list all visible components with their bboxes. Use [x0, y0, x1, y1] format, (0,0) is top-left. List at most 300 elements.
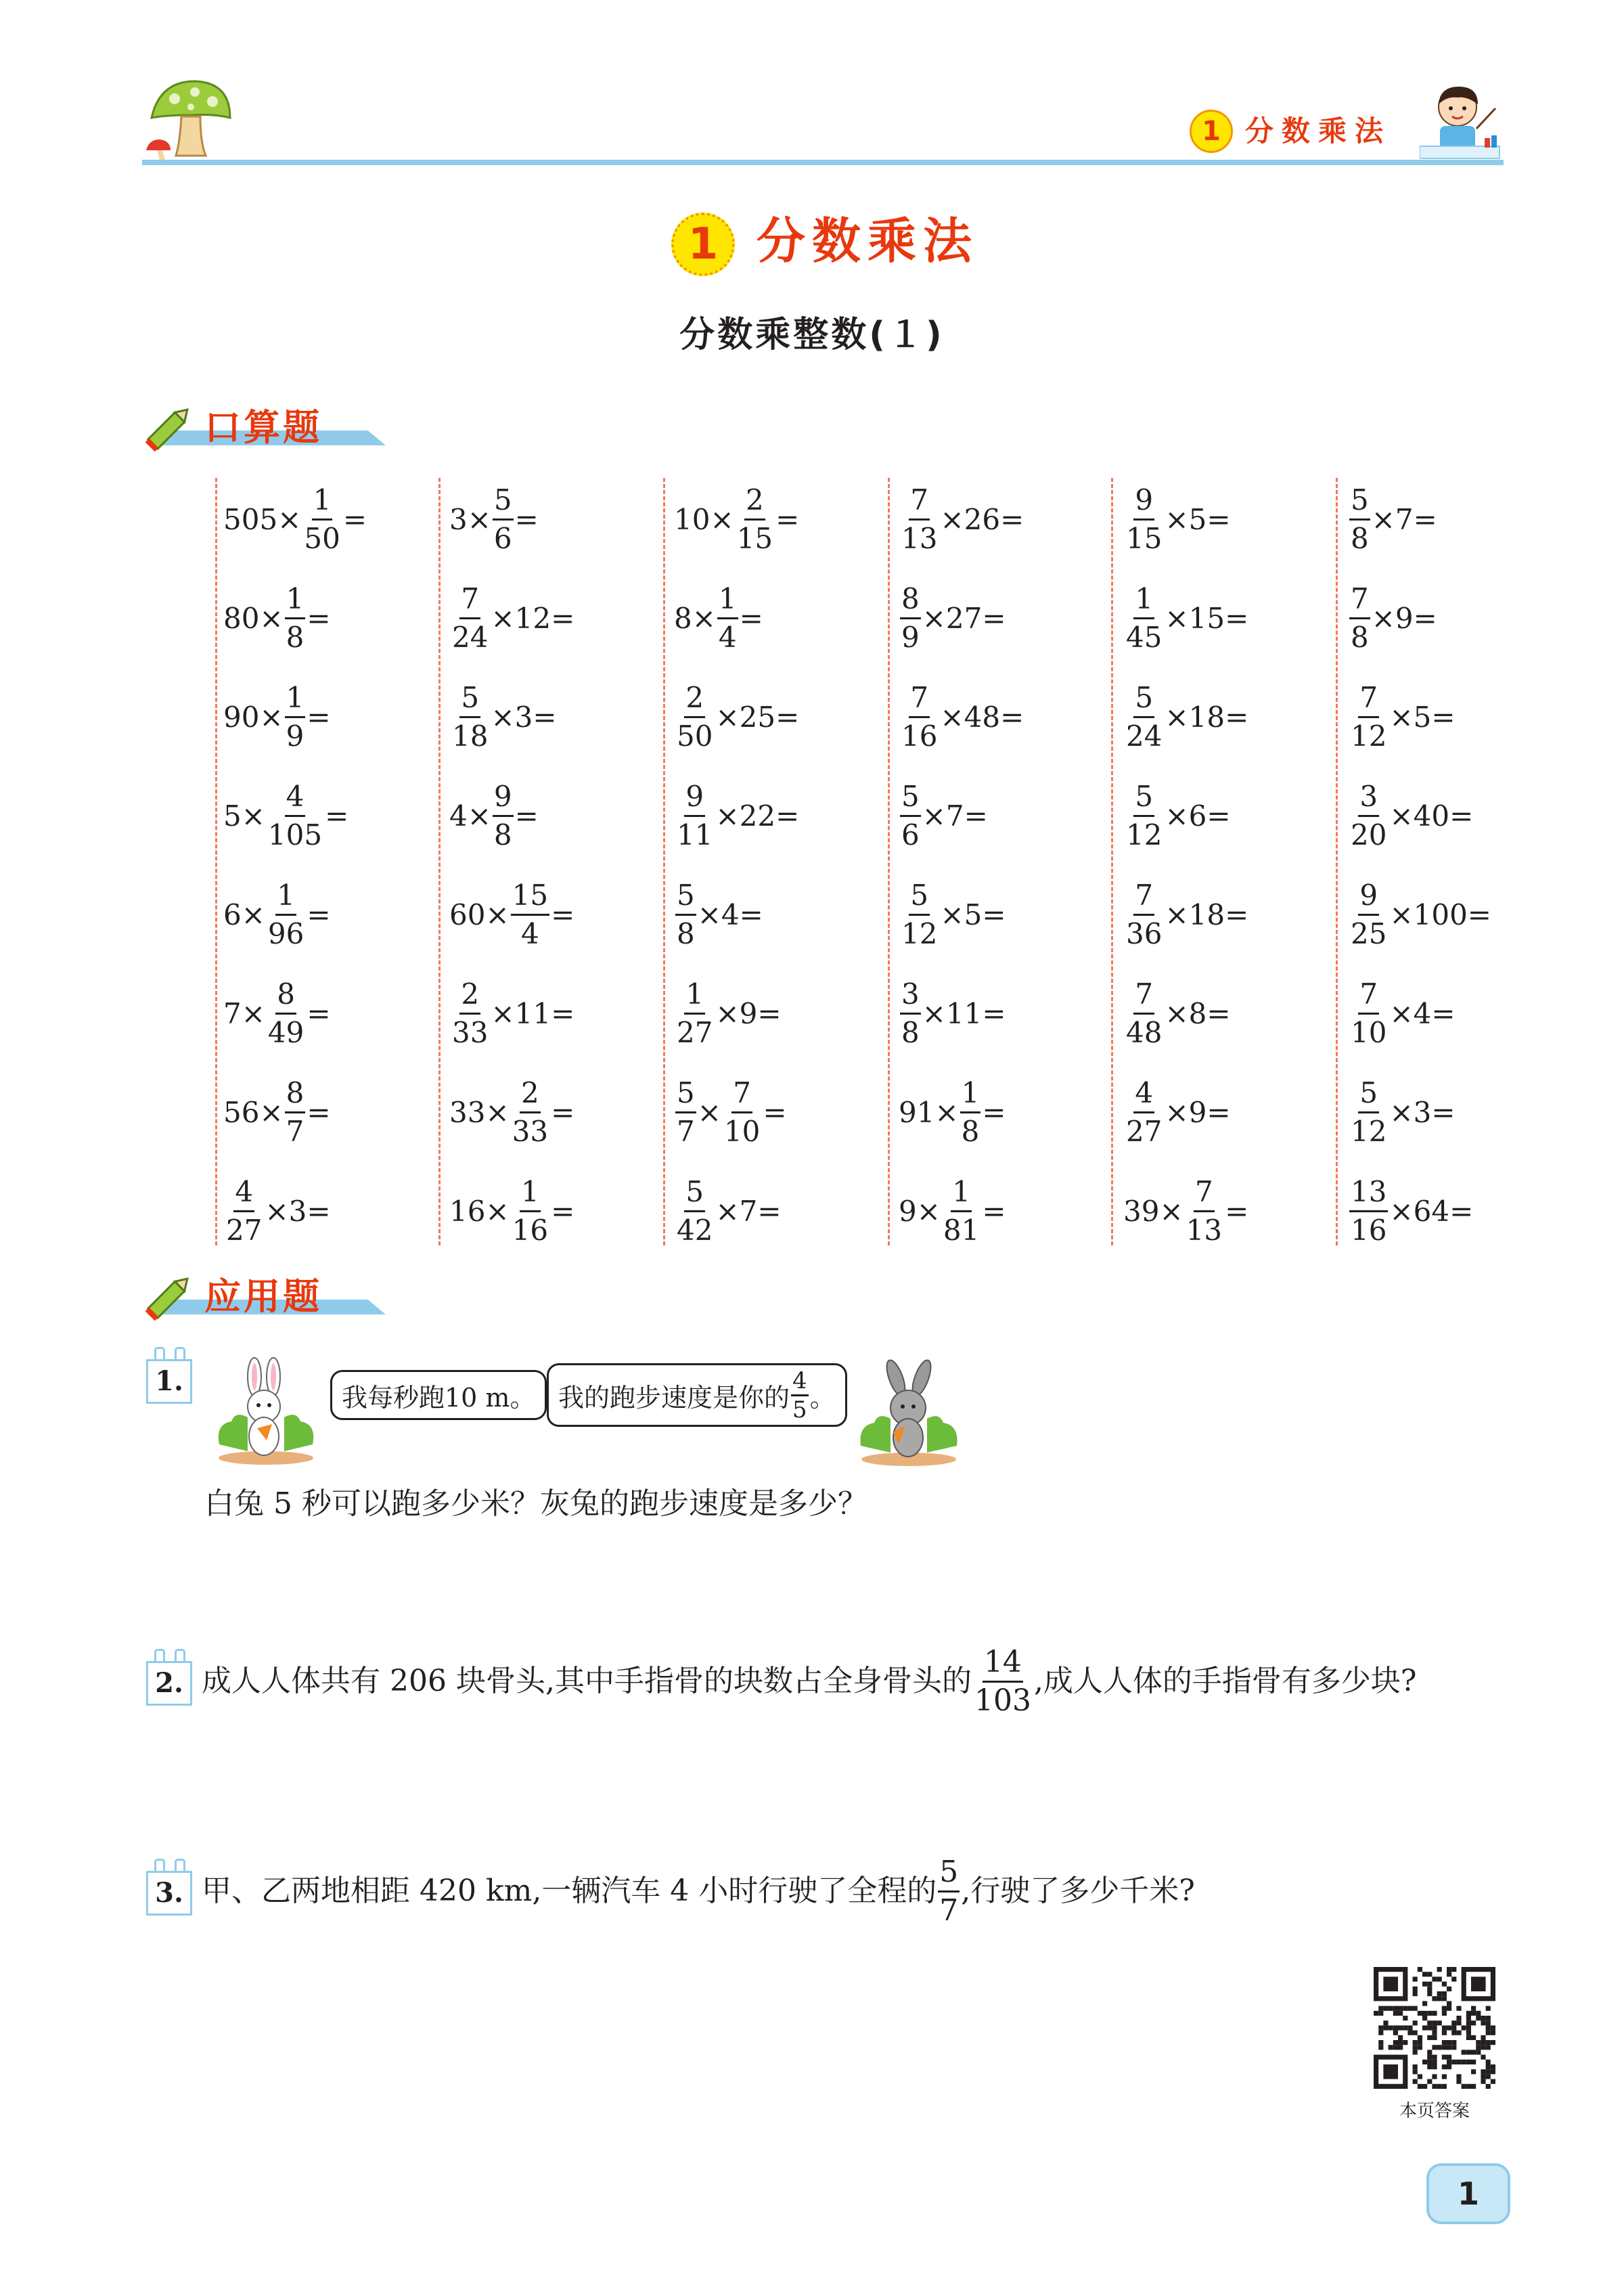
expr-suffix: ×7= — [922, 799, 988, 833]
expr-suffix: ×4= — [1389, 996, 1456, 1030]
expr-prefix: 8× — [674, 601, 716, 635]
denominator: 8 — [961, 1114, 980, 1148]
fraction — [717, 581, 738, 656]
denominator: 15 — [1126, 521, 1163, 555]
numerator: 14 — [983, 1644, 1023, 1683]
expr-suffix: ×48= — [940, 700, 1024, 734]
numerator: 1 — [285, 581, 306, 619]
fraction — [1125, 877, 1163, 952]
fraction — [1125, 976, 1163, 1051]
fraction — [267, 778, 323, 854]
oral-expression — [449, 778, 539, 854]
numerator: 2 — [744, 482, 765, 521]
gray-rabbit-speech-text: 我的跑步速度是你的 — [558, 1382, 790, 1413]
oral-expression — [223, 680, 331, 755]
boy-teacher-icon — [1420, 81, 1501, 161]
column-divider — [1111, 478, 1113, 1245]
oral-problem — [223, 964, 331, 1063]
fraction — [1349, 680, 1388, 755]
oral-expression — [899, 778, 988, 854]
expr-suffix: ×7= — [715, 1194, 782, 1228]
fraction — [723, 1075, 761, 1150]
fraction — [1125, 581, 1163, 656]
numerator: 4 — [285, 778, 306, 817]
question-3-text-end: ,行驶了多少千米? — [961, 1874, 1195, 1908]
oral-expression — [1123, 482, 1231, 557]
denominator: 7 — [677, 1114, 695, 1148]
oral-problem — [449, 766, 539, 865]
oral-problem — [899, 1161, 1006, 1260]
expr-suffix: ×18= — [1165, 898, 1249, 931]
oral-problem — [899, 1063, 1006, 1161]
numerator: 8 — [275, 976, 296, 1015]
qr-code-icon[interactable] — [1374, 1967, 1495, 2089]
numerator: 1 — [717, 581, 738, 619]
oral-problem — [223, 470, 367, 569]
expr-suffix: ×40= — [1389, 799, 1474, 833]
denominator: 8 — [493, 818, 512, 851]
oral-expression — [223, 1174, 331, 1249]
numerator: 5 — [493, 482, 514, 521]
denominator: 33 — [512, 1114, 549, 1148]
expr-suffix: = — [342, 502, 367, 536]
numerator: 1 — [285, 680, 306, 718]
fraction — [225, 1174, 263, 1249]
denominator: 12 — [1126, 818, 1163, 851]
oral-problem — [449, 1063, 574, 1161]
fraction — [1349, 778, 1388, 854]
fraction — [493, 778, 514, 854]
gray-rabbit-icon — [858, 1355, 960, 1466]
oral-expression — [1123, 680, 1248, 755]
oral-problem — [449, 569, 574, 667]
expr-prefix: 505× — [223, 502, 302, 536]
expr-suffix: = — [982, 1095, 1006, 1129]
numerator: 1 — [312, 482, 333, 521]
denominator: 9 — [286, 719, 304, 753]
oral-expression — [449, 482, 539, 557]
expr-suffix: ×22= — [715, 799, 800, 833]
fraction — [511, 1075, 549, 1150]
qr-code-label: 本页答案 — [1399, 2101, 1470, 2121]
fraction — [285, 680, 306, 755]
oral-expression — [1123, 778, 1231, 854]
expr-suffix: = — [307, 601, 331, 635]
denominator: 18 — [452, 719, 489, 753]
denominator: 16 — [1351, 1213, 1387, 1247]
numerator: 2 — [459, 976, 480, 1015]
expr-suffix: ×9= — [715, 996, 782, 1030]
expr-suffix: = — [551, 898, 575, 931]
numerator: 4 — [1133, 1075, 1154, 1113]
expr-prefix: 5× — [223, 799, 265, 833]
denominator: 8 — [901, 1015, 920, 1049]
expr-suffix: ×27= — [922, 601, 1006, 635]
expr-suffix: ×5= — [1165, 502, 1231, 536]
question-1-number: 1. — [146, 1359, 192, 1404]
oral-problem — [1348, 1161, 1473, 1260]
numerator: 8 — [285, 1075, 306, 1113]
expr-prefix: 39× — [1123, 1194, 1183, 1228]
oral-expression — [1348, 877, 1491, 952]
expr-suffix: = — [307, 1095, 331, 1129]
question-3-number: 3. — [146, 1871, 192, 1916]
column-divider — [888, 478, 890, 1245]
denominator: 36 — [1126, 916, 1163, 950]
oral-expression — [1348, 1174, 1473, 1249]
fraction — [960, 1075, 981, 1150]
fraction — [267, 976, 305, 1051]
numerator: 5 — [938, 1854, 960, 1893]
fraction — [675, 1174, 714, 1249]
gray-rabbit-speech-bubble — [547, 1363, 847, 1427]
oral-problem — [223, 569, 331, 667]
mushroom-icon — [146, 74, 234, 162]
numerator: 8 — [900, 581, 921, 619]
numerator: 5 — [900, 778, 921, 817]
denominator: 10 — [723, 1114, 761, 1148]
fraction — [938, 1854, 960, 1929]
expr-prefix: 60× — [449, 898, 510, 931]
oral-problem — [1348, 766, 1473, 865]
expr-suffix: ×3= — [491, 700, 557, 734]
expr-suffix: ×18= — [1165, 700, 1249, 734]
oral-expression — [1348, 778, 1473, 854]
denominator: 105 — [267, 818, 323, 851]
oral-section-label: 口算题 — [204, 406, 322, 449]
oral-problem — [449, 1161, 574, 1260]
fraction — [675, 877, 696, 952]
oral-problem — [1348, 569, 1437, 667]
numerator: 5 — [909, 877, 930, 916]
expr-suffix: = — [307, 898, 331, 931]
expr-suffix: ×9= — [1371, 601, 1437, 635]
fraction — [675, 680, 714, 755]
oral-expression — [223, 1075, 331, 1150]
oral-expression — [1348, 581, 1437, 656]
denominator: 12 — [1351, 1114, 1387, 1148]
column-divider — [438, 478, 441, 1245]
oral-problem — [223, 865, 331, 964]
app-section-banner — [142, 1270, 392, 1324]
denominator: 27 — [226, 1213, 263, 1247]
numerator: 5 — [684, 1174, 705, 1212]
numerator: 7 — [1349, 581, 1370, 619]
denominator: 50 — [677, 719, 713, 753]
expr-suffix: ×7= — [1371, 502, 1437, 536]
fraction — [1349, 877, 1388, 952]
expr-suffix: = — [763, 1095, 787, 1129]
expr-prefix: 91× — [899, 1095, 959, 1129]
oral-expression — [1123, 1075, 1231, 1150]
expr-operator: × — [697, 1095, 721, 1129]
oral-expression — [449, 680, 557, 755]
chapter-number-badge: 1 — [1190, 110, 1233, 153]
denominator: 4 — [521, 916, 539, 950]
oral-problem — [674, 667, 799, 766]
fraction — [1349, 482, 1370, 557]
oral-expression — [899, 1075, 1006, 1150]
fraction — [267, 877, 305, 952]
oral-expression — [1123, 1174, 1248, 1249]
expr-prefix: 7× — [223, 996, 265, 1030]
expr-prefix: 33× — [449, 1095, 510, 1129]
oral-problem — [674, 569, 763, 667]
numerator: 3 — [900, 976, 921, 1015]
oral-expression — [223, 778, 348, 854]
fraction — [1349, 581, 1370, 656]
oral-expression — [674, 581, 763, 656]
oral-expression — [1123, 877, 1248, 952]
column-divider — [663, 478, 665, 1245]
denominator: 8 — [1351, 620, 1369, 654]
fraction — [900, 680, 939, 755]
oral-expression — [899, 482, 1024, 557]
denominator: 12 — [1351, 719, 1387, 753]
expr-suffix: ×9= — [1165, 1095, 1231, 1129]
oral-problem — [1123, 470, 1231, 569]
expr-suffix: ×15= — [1165, 601, 1249, 635]
fraction — [1349, 976, 1388, 1051]
denominator: 81 — [943, 1213, 980, 1247]
expr-prefix: 10× — [674, 502, 734, 536]
page-title: 分数乘法 — [757, 213, 979, 269]
oral-problem — [449, 667, 557, 766]
numerator: 7 — [1358, 976, 1379, 1015]
numerator: 5 — [675, 1075, 696, 1113]
oral-expression — [674, 482, 799, 557]
fraction — [900, 877, 939, 952]
oral-problem — [1123, 766, 1231, 865]
fraction — [1185, 1174, 1223, 1249]
denominator: 27 — [677, 1015, 713, 1049]
oral-expression — [674, 976, 782, 1051]
expr-suffix: = — [739, 601, 763, 635]
oral-problem — [1348, 667, 1456, 766]
expr-suffix: = — [307, 996, 331, 1030]
question-3-text-start: 甲、乙两地相距 420 km,一辆汽车 4 小时行驶了全程的 — [202, 1874, 937, 1908]
fraction — [675, 976, 714, 1051]
expr-prefix: 4× — [449, 799, 491, 833]
oral-expression — [449, 976, 574, 1051]
oral-expression — [1348, 680, 1456, 755]
expr-suffix: ×11= — [491, 996, 575, 1030]
question-2-text-start: 成人人体共有 206 块骨头,其中手指骨的块数占全身骨头的 — [202, 1664, 972, 1698]
oral-expression — [1123, 976, 1231, 1051]
numerator: 9 — [493, 778, 514, 817]
oral-problem — [1348, 470, 1437, 569]
denominator: 6 — [493, 521, 512, 555]
numerator: 9 — [1358, 877, 1379, 916]
white-rabbit-speech-bubble — [330, 1370, 547, 1420]
numerator: 1 — [520, 1174, 541, 1212]
numerator: 1 — [275, 877, 296, 916]
fraction — [285, 581, 306, 656]
oral-expression — [449, 581, 574, 656]
denominator: 8 — [1351, 521, 1369, 555]
oral-problem — [1123, 865, 1248, 964]
oral-expression — [899, 1174, 1006, 1249]
fraction — [451, 976, 489, 1051]
oral-problem — [674, 470, 799, 569]
expr-suffix: = — [514, 799, 539, 833]
oral-expression — [223, 482, 367, 557]
fraction — [791, 1367, 809, 1423]
expr-prefix: 90× — [223, 700, 284, 734]
expr-suffix: = — [551, 1194, 575, 1228]
denominator: 8 — [677, 916, 695, 950]
denominator: 20 — [1351, 818, 1387, 851]
chapter-header-title: 分数乘法 — [1245, 114, 1392, 148]
oral-expression — [674, 1075, 787, 1150]
numerator: 4 — [233, 1174, 254, 1212]
oral-expression — [223, 877, 331, 952]
denominator: 12 — [901, 916, 938, 950]
denominator: 24 — [452, 620, 489, 654]
fraction — [493, 482, 514, 557]
denominator: 49 — [267, 1015, 304, 1049]
oral-problem — [1348, 1063, 1456, 1161]
oral-problem — [1123, 1063, 1231, 1161]
page-subtitle: 分数乘整数(１) — [679, 315, 945, 355]
denominator: 10 — [1351, 1015, 1387, 1049]
fraction — [1349, 1075, 1388, 1150]
denominator: 96 — [267, 916, 304, 950]
oral-problem — [1348, 865, 1491, 964]
expr-prefix: 9× — [899, 1194, 941, 1228]
denominator: 42 — [677, 1213, 713, 1247]
oral-expression — [1123, 581, 1248, 656]
fraction — [1125, 680, 1163, 755]
fraction — [736, 482, 774, 557]
oral-expression — [1348, 976, 1456, 1051]
denominator: 13 — [901, 521, 938, 555]
fraction — [675, 1075, 696, 1150]
denominator: 13 — [1186, 1213, 1223, 1247]
oral-problem — [899, 667, 1024, 766]
oral-problem — [899, 865, 1006, 964]
oral-problem — [674, 1161, 782, 1260]
oral-problem — [449, 964, 574, 1063]
denominator: 16 — [512, 1213, 549, 1247]
expr-suffix: ×6= — [1165, 799, 1231, 833]
expr-suffix: ×11= — [922, 996, 1006, 1030]
denominator: 9 — [901, 620, 920, 654]
expr-suffix: ×4= — [697, 898, 763, 931]
oral-expression — [223, 581, 331, 656]
fraction — [1349, 1174, 1388, 1249]
numerator: 7 — [1358, 680, 1379, 718]
column-divider — [1336, 478, 1338, 1245]
denominator: 25 — [1351, 916, 1387, 950]
numerator: 2 — [684, 680, 705, 718]
fraction — [900, 581, 921, 656]
oral-problem — [223, 667, 331, 766]
denominator: 4 — [718, 620, 737, 654]
title-number-badge: 1 — [671, 213, 735, 276]
oral-expression — [674, 680, 799, 755]
numerator: 3 — [1358, 778, 1379, 817]
denominator: 24 — [1126, 719, 1163, 753]
fraction — [302, 482, 341, 557]
numerator: 1 — [951, 1174, 972, 1212]
oral-problem — [223, 1063, 331, 1161]
oral-problem — [1123, 964, 1231, 1063]
fraction — [900, 482, 939, 557]
fraction — [1125, 482, 1163, 557]
expr-prefix: 3× — [449, 502, 491, 536]
oral-problem — [674, 964, 782, 1063]
oral-expression — [449, 1075, 574, 1150]
expr-suffix: ×8= — [1165, 996, 1231, 1030]
app-section-label: 应用题 — [204, 1275, 322, 1318]
numerator: 7 — [1133, 877, 1154, 916]
oral-problem — [899, 766, 988, 865]
numerator: 5 — [1133, 680, 1154, 718]
oral-problem — [899, 470, 1024, 569]
fraction — [1125, 778, 1163, 854]
expr-prefix: 16× — [449, 1194, 510, 1228]
oral-expression — [449, 877, 574, 952]
numerator: 7 — [909, 680, 930, 718]
numerator: 7 — [731, 1075, 752, 1113]
expr-suffix: = — [775, 502, 800, 536]
oral-expression — [1348, 482, 1437, 557]
fraction — [511, 877, 549, 952]
fraction — [900, 778, 921, 854]
oral-expression — [899, 877, 1006, 952]
numerator: 1 — [960, 1075, 981, 1113]
numerator: 2 — [520, 1075, 541, 1113]
oral-expression — [674, 778, 799, 854]
denominator: 33 — [452, 1015, 489, 1049]
numerator: 13 — [1349, 1174, 1388, 1212]
denominator: 27 — [1126, 1114, 1163, 1148]
numerator: 5 — [675, 877, 696, 916]
numerator: 5 — [1133, 778, 1154, 817]
fraction — [285, 1075, 306, 1150]
pencil-icon — [142, 401, 196, 458]
oral-expression — [449, 1174, 574, 1249]
pencil-icon — [142, 1270, 196, 1327]
oral-problem — [223, 766, 348, 865]
question-2-text — [202, 1641, 1417, 1722]
fraction — [675, 778, 714, 854]
denominator: 5 — [792, 1396, 807, 1423]
oral-expression — [674, 877, 763, 952]
numerator: 9 — [1133, 482, 1154, 521]
expr-suffix: ×64= — [1389, 1194, 1474, 1228]
expr-suffix: = — [307, 700, 331, 734]
oral-expression — [1348, 1075, 1456, 1150]
oral-expression — [674, 1174, 782, 1249]
column-divider — [215, 478, 217, 1245]
oral-problem — [899, 964, 1006, 1063]
expr-suffix: ×12= — [491, 601, 575, 635]
expr-prefix: 6× — [223, 898, 265, 931]
fraction — [451, 581, 489, 656]
page-number: 1 — [1426, 2163, 1510, 2224]
fraction — [942, 1174, 980, 1249]
expr-suffix: ×5= — [1389, 700, 1456, 734]
denominator: 7 — [939, 1893, 959, 1928]
expr-suffix: = — [1225, 1194, 1249, 1228]
oral-expression — [899, 680, 1024, 755]
question-2-text-end: ,成人人体的手指骨有多少块? — [1033, 1664, 1417, 1698]
expr-suffix: = — [982, 1194, 1006, 1228]
expr-suffix: ×3= — [1389, 1095, 1456, 1129]
denominator: 50 — [304, 521, 340, 555]
